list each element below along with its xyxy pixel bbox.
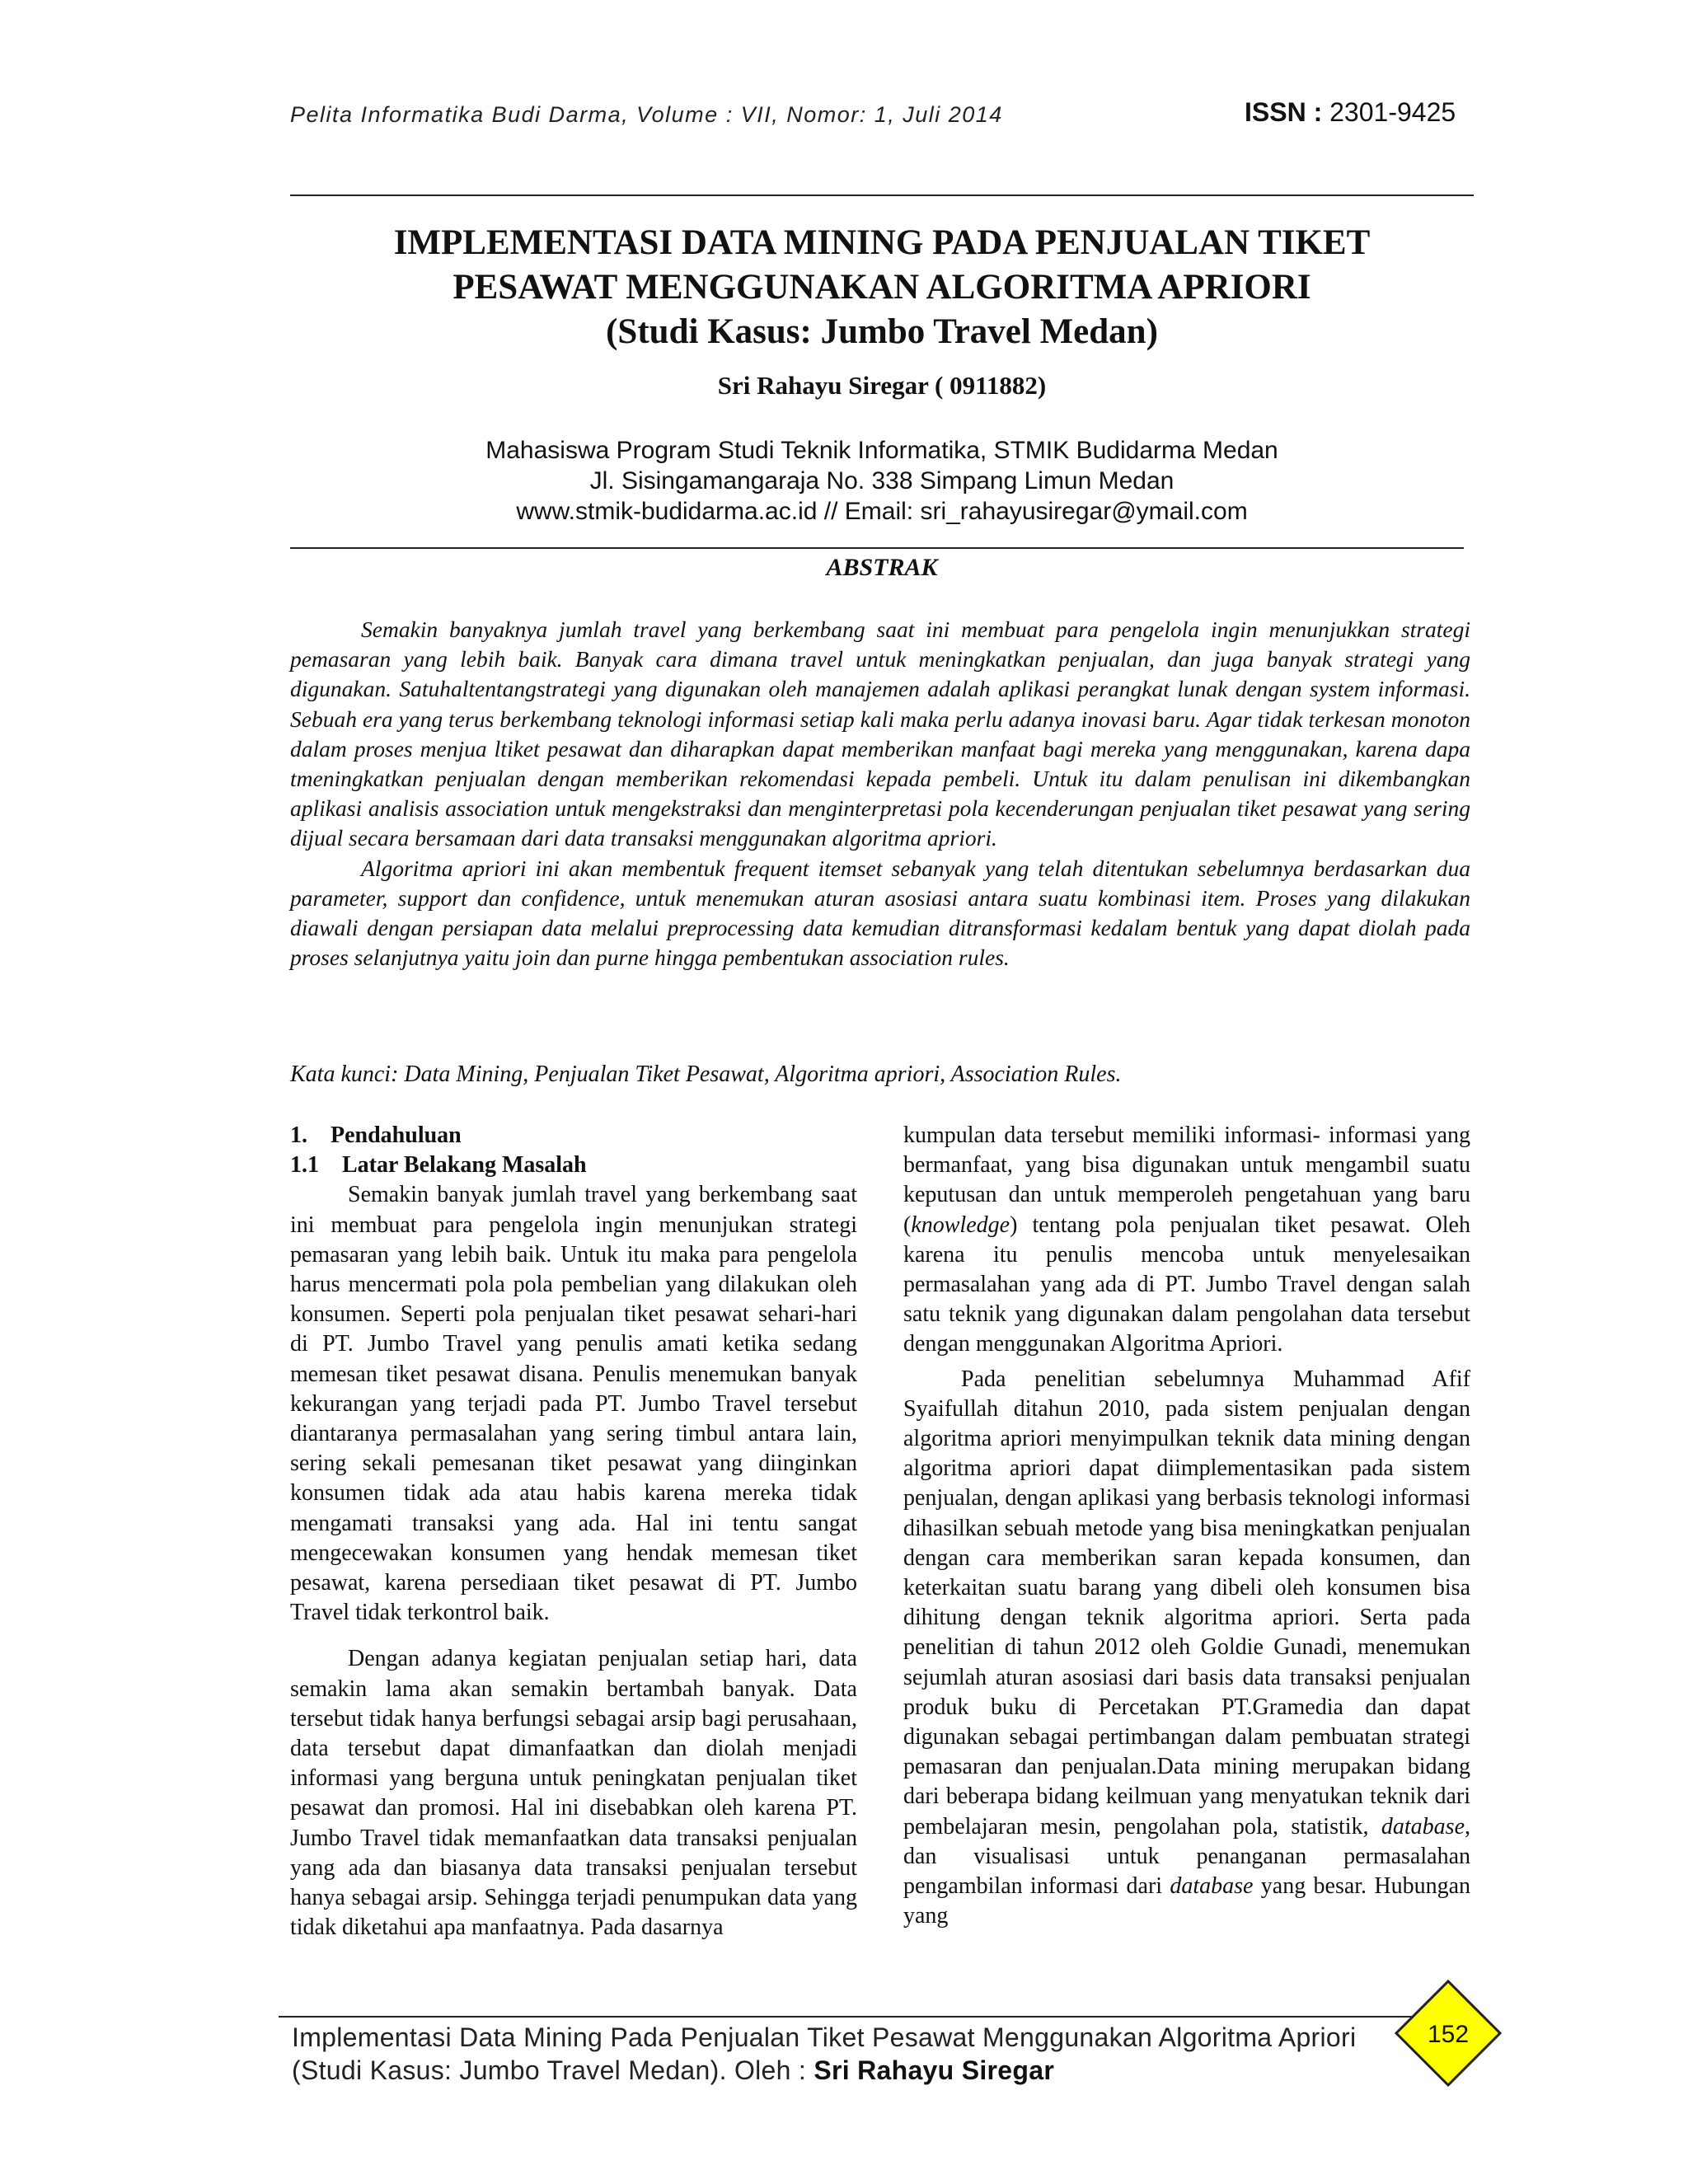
right-paragraph-2	[903, 1365, 1470, 1932]
keywords: Kata kunci: Data Mining, Penjualan Tiket Pesawat, Algoritma apriori, Association Rules.	[290, 1062, 1122, 1087]
affiliation-line-1: Mahasiswa Program Studi Teknik Informatika, STMIK Budidarma Medan	[485, 437, 1278, 464]
issn-label: ISSN :	[1245, 97, 1323, 127]
abstract-paragraph-1: Semakin banyaknya jumlah travel yang berkembang saat ini membuat para pengelola ingin menunjukkan strategi pemasaran yang lebih baik. Banyak cara dimana travel untuk meningkatkan penjualan, dan juga banyak strategi yang digunakan. Satuhaltentangstrategi yang digunakan oleh manajemen adalah aplikasi perangkat lunak dengan system informasi. Sebuah era yang terus berkembang teknologi informasi setiap kali maka perlu adanya inovasi baru. Agar tidak terkesan monoton dalam proses menjua ltiket pesawat dan diharapkan dapat memberikan manfaat bagi mereka yang menggunakan, karena dapa tmeningkatkan penjualan dengan memberikan rekomendasi kepada pembeli. Untuk itu dalam penulisan ini dikembangkan aplikasi analisis association untuk mengekstraksi dan menginterpretasi pola kecenderungan penjualan tiket pesawat yang sering dijual secara bersamaan dari data transaksi menggunakan algoritma apriori.	[290, 616, 1470, 851]
subsection-heading: 1.1 Latar Belakang Masalah	[290, 1152, 587, 1179]
footer-author: Sri Rahayu Siregar	[814, 2055, 1055, 2085]
database-term-2: database	[1170, 1873, 1254, 1900]
abstract-body	[290, 615, 1470, 972]
journal-header: Pelita Informatika Budi Darma, Volume : VII, Nomor: 1, Juli 2014	[290, 102, 1003, 127]
right-paragraph-2-text-a: Pada penelitian sebelumnya Muhammad Afif Syaifullah ditahun 2010, pada sistem penjualan dengan algoritma apriori menyimpulkan teknik data mining dengan algoritma apriori dapat diimplementasikan pada sistem penjualan, dengan aplikasi yang berbasis teknologi informasi dihasilkan sebuah metode yang bisa meningkatkan penjualan dengan cara memberikan saran kepada konsumen, dan keterkaitan suatu barang yang dibeli oleh konsumen bisa dihitung dengan teknik algoritma apriori. Serta pada penelitian di tahun 2012 oleh Goldie Gunadi, menemukan sejumlah aturan asosiasi dari basis data transaksi penjualan produk buku di Percetakan PT.Gramedia dan dapat digunakan sebagai pertimbangan dalam pembuatan strategi pemasaran dan penjualan.Data mining merupakan bidang dari beberapa bidang keilmuan yang menyatukan teknik dari pembelajaran mesin, pengolahan pola, statistik,	[903, 1366, 1470, 1840]
abstract-rule	[290, 547, 1464, 549]
affiliation-line-2: Jl. Sisingamangaraja No. 338 Simpang Limun Medan	[589, 467, 1175, 494]
right-paragraph-2-text-b: , dan visualisasi untuk penanganan permasalahan pengambilan informasi dari	[903, 1813, 1470, 1900]
knowledge-term: knowledge	[911, 1212, 1010, 1238]
paper-title	[290, 221, 1474, 354]
title-line-2: PESAWAT MENGGUNAKAN ALGORITMA APRIORI	[452, 268, 1311, 307]
right-paragraph-1	[903, 1121, 1470, 1360]
issn-number: 2301-9425	[1329, 97, 1456, 127]
issn	[1245, 97, 1456, 128]
right-paragraph-2-text-c: yang besar. Hubungan yang	[903, 1873, 1470, 1929]
database-term-1: database	[1381, 1813, 1465, 1840]
abstract-heading: ABSTRAK	[826, 554, 938, 581]
footer-line-2	[292, 2054, 1356, 2087]
footer-citation	[292, 2021, 1356, 2087]
footer-rule	[279, 2016, 1474, 2018]
left-paragraph-1: Semakin banyak jumlah travel yang berkembang saat ini membuat para pengelola ingin menunjukan strategi pemasaran yang lebih baik. Untuk itu maka para pengelola harus mencermati pola pola pembelian yang dilakukan oleh konsumen. Seperti pola penjualan tiket pesawat sehari-hari di PT. Jumbo Travel yang penulis amati ketika sedang memesan tiket pesawat disana. Penulis menemukan banyak kekurangan yang terjadi pada PT. Jumbo Travel tersebut diantaranya permasalahan yang sering timbul antara lain, sering sekali pemesanan tiket pesawat yang diinginkan konsumen tidak ada atau habis karena mereka tidak mengamati transaksi yang ada. Hal ini tentu sangat mengecewakan konsumen yang hendak memesan tiket pesawat, karena persediaan tiket pesawat di PT. Jumbo Travel tidak terkontrol baik.	[290, 1182, 857, 1626]
right-paragraph-1-text-b: ) tentang pola penjualan tiket pesawat. Oleh karena itu penulis mencoba untuk menyelesaikan permasalahan yang ada di PT. Jumbo Travel dengan salah satu teknik yang digunakan dalam pengolahan data tersebut dengan menggunakan Algoritma Apriori.	[903, 1212, 1470, 1357]
affiliation	[290, 435, 1474, 527]
author: Sri Rahayu Siregar ( 0911882)	[717, 371, 1047, 400]
title-line-3: (Studi Kasus: Jumbo Travel Medan)	[606, 312, 1158, 351]
right-column	[903, 1121, 1470, 1931]
left-paragraph-2: Dengan adanya kegiatan penjualan setiap hari, data semakin lama akan semakin bertambah banyak. Data tersebut tidak hanya berfungsi sebagai arsip bagi perusahaan, data tersebut dapat dimanfaatkan dan diolah menjadi informasi yang berguna untuk peningkatan penjualan tiket pesawat dan promosi. Hal ini disebabkan oleh karena PT. Jumbo Travel tidak memanfaatkan data transaksi penjualan yang ada dan biasanya data transaksi penjualan tersebut hanya sebagai arsip. Sehingga terjadi penumpukan data yang tidak diketahui apa manfaatnya. Pada dasarnya	[290, 1646, 857, 1941]
abstract-paragraph-2: Algoritma apriori ini akan membentuk frequent itemset sebanyak yang telah ditentukan sebelumnya berdasarkan dua parameter, support dan confidence, untuk menemukan aturan asosiasi antara suatu kombinasi item. Proses yang dilakukan diawali dengan persiapan data melalui preprocessing data kemudian ditransformasi kedalam bentuk yang dapat diolah pada proses selanjutnya yaitu join dan purne hingga pembentukan association rules.	[290, 855, 1470, 971]
left-column	[290, 1121, 857, 1943]
affiliation-line-3: www.stmik-budidarma.ac.id // Email: sri_rahayusiregar@ymail.com	[516, 498, 1248, 525]
header-rule	[290, 194, 1474, 196]
right-paragraph-1-text-a: kumpulan data tersebut memiliki informasi- informasi yang bermanfaat, yang bisa digunakan untuk mengambil suatu keputusan dan untuk memperoleh pengetahuan yang baru (	[903, 1122, 1470, 1238]
section-heading: 1. Pendahuluan	[290, 1122, 462, 1148]
footer-study-case: (Studi Kasus: Jumbo Travel Medan). Oleh :	[292, 2055, 814, 2085]
footer-line-1: Implementasi Data Mining Pada Penjualan Tiket Pesawat Menggunakan Algoritma Apriori	[292, 2022, 1357, 2052]
page-number: 152	[1427, 2021, 1470, 2048]
page-number-badge	[1393, 1978, 1503, 2088]
title-line-1: IMPLEMENTASI DATA MINING PADA PENJUALAN TIKET	[393, 223, 1371, 262]
